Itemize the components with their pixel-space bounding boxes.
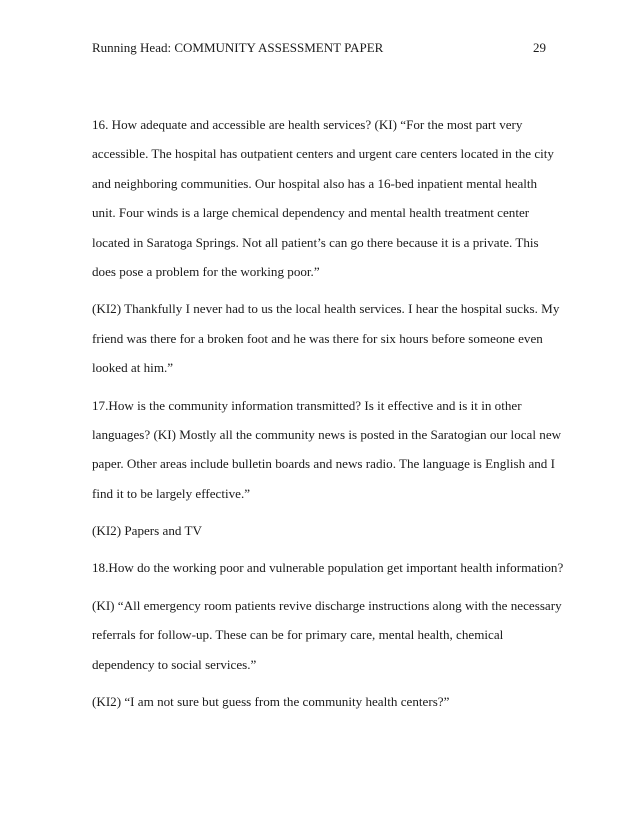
text-line: accessible. The hospital has outpatient centers and urgent care centers located in the city <box>92 146 554 162</box>
text-line: friend was there for a broken foot and he was there for six hours before someone even <box>92 330 543 346</box>
text-line: 16. How adequate and accessible are health services? (KI) “For the most part very <box>92 117 523 132</box>
paragraph-gap <box>92 508 554 516</box>
text-line: and neighboring communities. Our hospital also has a 16-bed inpatient mental health <box>92 175 538 191</box>
paragraph-gap <box>92 286 554 294</box>
paragraph-gap <box>92 679 554 687</box>
paragraph-gap <box>92 583 554 591</box>
paragraph-q18-answer-ki2 <box>92 687 554 716</box>
text-line: (KI2) “I am not sure but guess from the community health centers?” <box>92 694 450 710</box>
text-line: does pose a problem for the working poor.” <box>92 263 320 279</box>
paragraph-q16-answer-ki2 <box>92 294 560 382</box>
running-head: Running Head: COMMUNITY ASSESSMENT PAPER <box>92 40 384 55</box>
text-line: paper. Other areas include bulletin boards and news radio. The language is English and I <box>92 456 555 472</box>
paragraph-gap <box>92 383 554 391</box>
paragraph-gap <box>92 545 554 553</box>
paragraph-q16-answer-ki <box>92 110 554 286</box>
paragraph-q18-question <box>92 553 564 582</box>
paragraph-q18-answer-ki <box>92 591 562 679</box>
document-body <box>92 110 564 716</box>
paragraph-q17-answer-ki2 <box>92 516 554 545</box>
text-line: unit. Four winds is a large chemical dependency and mental health treatment center <box>92 205 530 221</box>
text-line: 18.How do the working poor and vulnerable population get important health information? <box>92 560 564 576</box>
text-line: (KI2) Thankfully I never had to us the local health services. I hear the hospital sucks. My <box>92 301 560 317</box>
text-line: referrals for follow-up. These can be for primary care, mental health, chemical <box>92 627 504 643</box>
text-line: find it to be largely effective.” <box>92 485 251 501</box>
text-line: 17.How is the community information transmitted? Is it effective and is it in other <box>92 397 522 413</box>
text-line: looked at him.” <box>92 360 174 376</box>
page-number: 29 <box>533 40 546 55</box>
text-line: dependency to social services.” <box>92 656 257 672</box>
text-line: (KI) “All emergency room patients revive discharge instructions along with the necessary <box>92 597 562 613</box>
text-line: (KI2) Papers and TV <box>92 523 202 539</box>
paragraph-q17-answer-ki <box>92 391 562 509</box>
text-line: languages? (KI) Mostly all the community news is posted in the Saratogian our local new <box>92 426 562 442</box>
text-line: located in Saratoga Springs. Not all patient’s can go there because it is a private. This <box>92 234 539 250</box>
page-header <box>92 38 546 58</box>
